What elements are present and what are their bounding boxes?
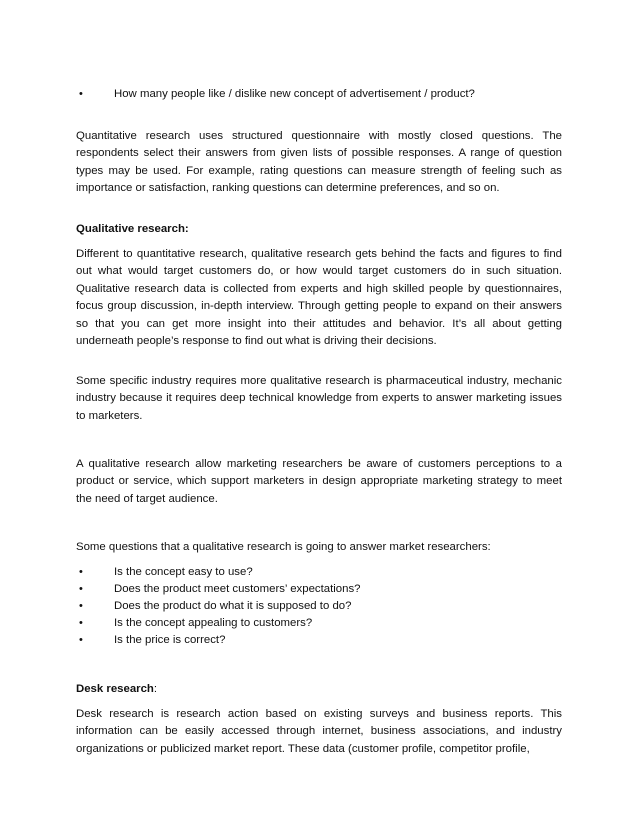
qualitative-heading: Qualitative research: xyxy=(76,223,189,235)
question-list-item xyxy=(76,564,562,581)
question-text: Does the product do what it is supposed to do? xyxy=(114,600,352,612)
question-list-item xyxy=(76,598,562,615)
question-list-item xyxy=(76,581,562,598)
qualitative-paragraph: Different to quantitative research, qualitative research gets behind the facts and figures to find out what would target customers do, or how would target customers do in such situation. Qualitative research data is collected from experts and high skilled people by questionnaires, focus group discussion, in-depth interview. Through getting people to expand on their answers so that you can get more insight into their attitudes and behavior. It’s all about getting underneath people’s response to find out what is driving their decisions. xyxy=(76,248,562,348)
bullet-icon: • xyxy=(79,634,83,646)
questions-intro: Some questions that a qualitative research is going to answer market researchers: xyxy=(76,541,491,553)
desk-heading-label: Desk research xyxy=(76,683,154,695)
desk-heading-colon: : xyxy=(153,683,158,695)
desk-research-heading xyxy=(76,681,157,698)
bullet-icon: • xyxy=(79,617,83,629)
bullet-icon: • xyxy=(79,88,83,100)
quantitative-paragraph: Quantitative research uses structured questionnaire with mostly closed questions. The respondents select their answers from given lists of possible responses. A range of question types may be used. For example, rating questions can measure strength of feeling such as importance or satisfaction, ranking questions can determine preferences, and so on. xyxy=(76,130,562,195)
awareness-paragraph: A qualitative research allow marketing researchers be aware of customers perceptions to a product or service, which support marketers in design appropriate marketing strategy to meet the need of target audience. xyxy=(76,458,562,505)
bullet-icon: • xyxy=(79,600,83,612)
question-text: Does the product meet customers’ expectations? xyxy=(114,583,361,595)
bullet-icon: • xyxy=(79,566,83,578)
bullet-icon: • xyxy=(79,583,83,595)
question-text: Is the concept easy to use? xyxy=(114,566,253,578)
question-list-item xyxy=(76,632,562,649)
question-text: Is the concept appealing to customers? xyxy=(114,617,313,629)
intro-bullet-text: How many people like / dislike new concept of advertisement / product? xyxy=(114,88,475,100)
question-text: Is the price is correct? xyxy=(114,634,226,646)
industry-paragraph: Some specific industry requires more qualitative research is pharmaceutical industry, mechanic industry because it requires deep technical knowledge from experts to answer marketing issues to marketers. xyxy=(76,375,562,422)
desk-research-paragraph: Desk research is research action based on existing surveys and business reports. This information can be easily accessed through internet, business associations, and industry organizations or publicized market report. These data (customer profile, competitor profile, xyxy=(76,708,562,755)
intro-bullet-item xyxy=(76,86,562,103)
question-list-item xyxy=(76,615,562,632)
